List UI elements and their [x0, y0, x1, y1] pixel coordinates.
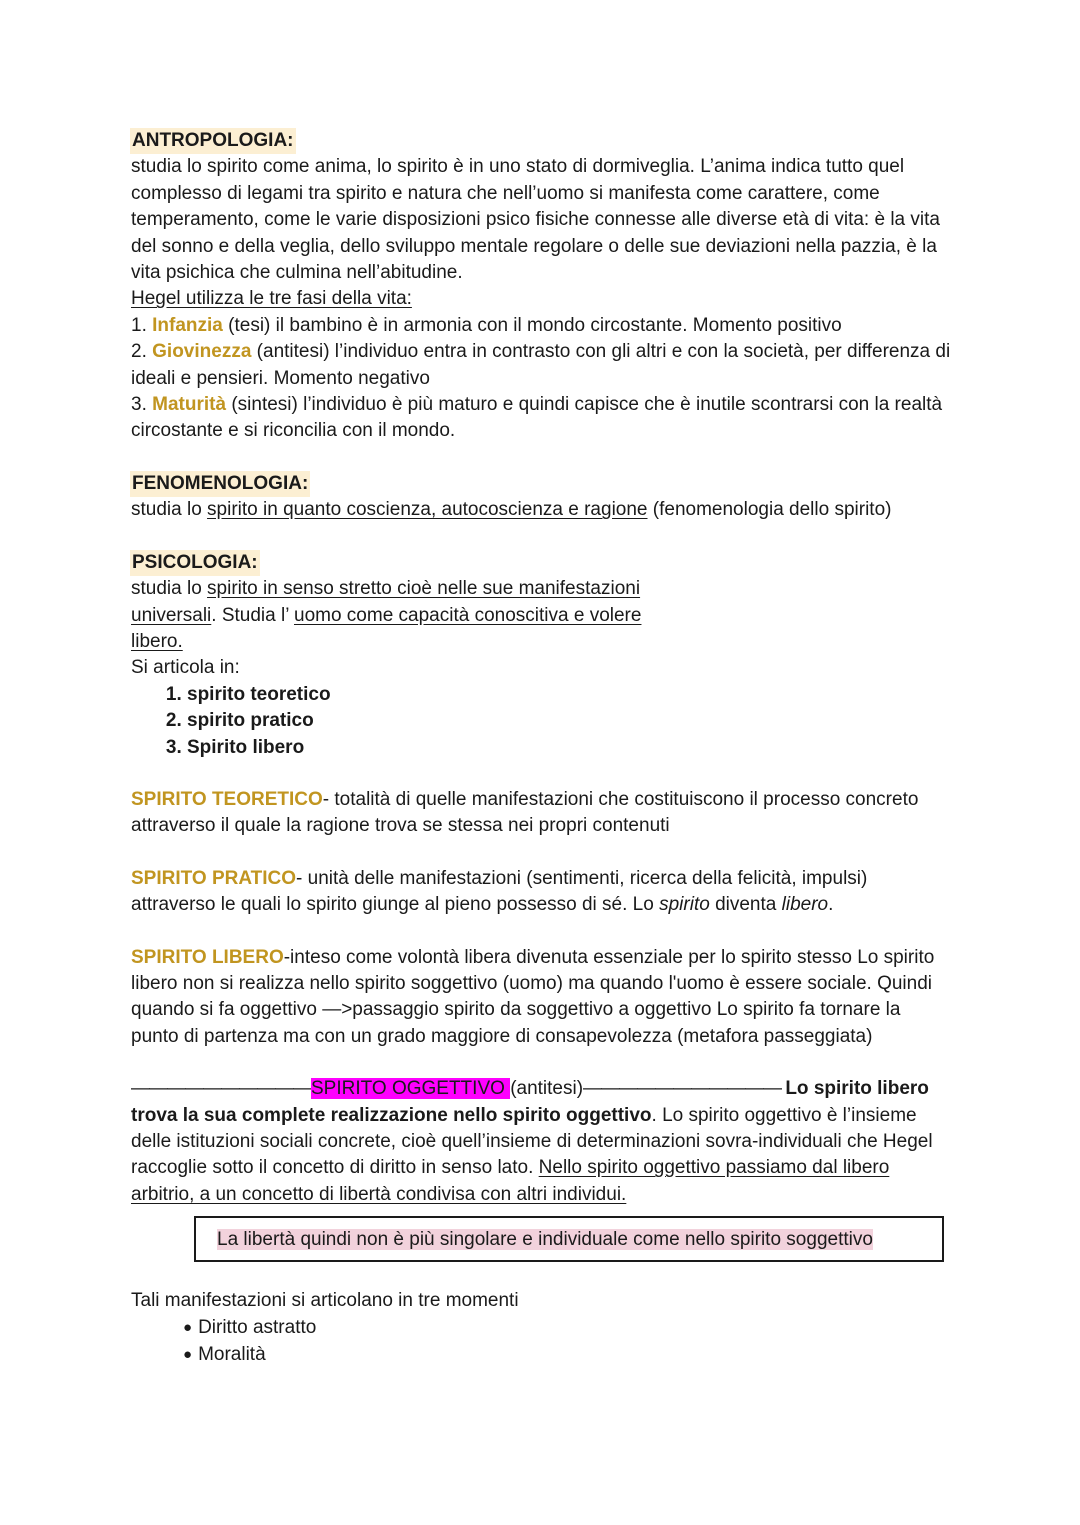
fenomenologia-body: studia lo spirito in quanto coscienza, autocoscienza e ragione (fenomenologia dello spirito) [131, 499, 892, 521]
phase-item: 1. Infanzia (tesi) il bambino è in armonia con il mondo circostante. Momento positivo [131, 314, 842, 336]
phase-item: 3. Maturità (sintesi) l’individuo è più maturo e quindi capisce che è inutile scontrarsi con la realtà circostante e si riconcilia con il mondo. [131, 394, 943, 442]
highlight-box [194, 1216, 944, 1262]
list-item: 3. Spirito libero [187, 735, 951, 761]
antropologia-heading: ANTROPOLOGIA: [130, 128, 296, 154]
psicologia-section [131, 550, 951, 761]
list-item: ● Moralità [183, 1342, 951, 1369]
psicologia-heading: PSICOLOGIA: [130, 550, 260, 576]
fenomenologia-section [131, 471, 951, 524]
phase-name: Giovinezza [152, 341, 252, 363]
divider-rule: —————————— [131, 1078, 311, 1100]
list-item: 2. spirito pratico [187, 708, 951, 734]
list-item: ● Diritto astratto [183, 1315, 951, 1342]
libero-label: SPIRITO LIBERO [131, 946, 284, 968]
antropologia-body: studia lo spirito come anima, lo spirito è in uno stato di dormiveglia. L’anima indica tutto quel complesso di legami tra spirito e natura che nell’uomo si manifesta come carattere, come temperamento, come le varie disposizioni psico fisiche connesse alle diverse età di vita: è la vita del sonno e della veglia, dello sviluppo mentale regolare o delle sue deviazioni nella pazzia, è la vita psichica che culmina nell’abitudine. [131, 156, 940, 284]
oggettivo-paragraph: ——————————SPIRITO OGGETTIVO (antitesi)——————————— Lo spirito libero trova la sua complete realizzazione nello spirito oggettivo. Lo spirito oggettivo è l’insieme delle istituzioni sociali concrete, cioè quell’insieme di determinazioni sovra-individuali che Hegel raccoglie sotto il concetto di diritto in senso lato. Nello spirito oggettivo passiamo dal libero arbitrio, a un concetto di libertà condivisa con altri individui. [131, 1078, 933, 1205]
fenomenologia-heading: FENOMENOLOGIA: [130, 471, 310, 497]
momenti-intro: Tali manifestazioni si articolano in tre momenti [131, 1290, 519, 1312]
document-page [131, 128, 951, 1369]
spirito-list [131, 682, 951, 761]
psicologia-body: studia lo spirito in senso stretto cioè nelle sue manifestazioni universali. Studia l’ uomo come capacità conoscitiva e volere libero. [131, 578, 642, 652]
box-text: La libertà quindi non è più singolare e individuale come nello spirito soggettivo [217, 1229, 873, 1251]
teoretico-label: SPIRITO TEORETICO [131, 788, 323, 810]
list-item: 1. spirito teoretico [187, 682, 951, 708]
phase-name: Maturità [152, 394, 227, 416]
phase-item: 2. Giovinezza (antitesi) l’individuo entra in contrasto con gli altri e con la società, per differenza di ideali e pensieri. Momento negativo [131, 341, 951, 389]
pratico-paragraph: SPIRITO PRATICO- unità delle manifestazioni (sentimenti, ricerca della felicità, impulsi) attraverso le quali lo spirito giunge al pieno possesso di sé. Lo spirito diventa libero. [131, 867, 868, 916]
pratico-label: SPIRITO PRATICO [131, 867, 297, 889]
oggettivo-label: SPIRITO OGGETTIVO [311, 1078, 511, 1100]
phases-title: Hegel utilizza le tre fasi della vita: [131, 288, 412, 310]
divider-rule: ——————————— [583, 1078, 786, 1100]
antropologia-section [131, 128, 951, 445]
psicologia-articola: Si articola in: [131, 657, 240, 679]
phase-name: Infanzia [152, 314, 223, 336]
momenti-list [131, 1315, 951, 1370]
libero-paragraph: SPIRITO LIBERO-inteso come volontà libera divenuta essenziale per lo spirito stesso Lo spirito libero non si realizza nello spirito soggettivo (uomo) ma quando l'uomo è essere sociale. Quindi quando si fa oggettivo —>passaggio spirito da soggettivo a oggettivo Lo spirito fa tornare la punto di partenza ma con un grado maggiore di consapevolezza (metafora passeggiata) [131, 946, 935, 1047]
teoretico-paragraph: SPIRITO TEORETICO- totalità di quelle manifestazioni che costituiscono il processo concreto attraverso il quale la ragione trova se stessa nei propri contenuti [131, 788, 919, 837]
